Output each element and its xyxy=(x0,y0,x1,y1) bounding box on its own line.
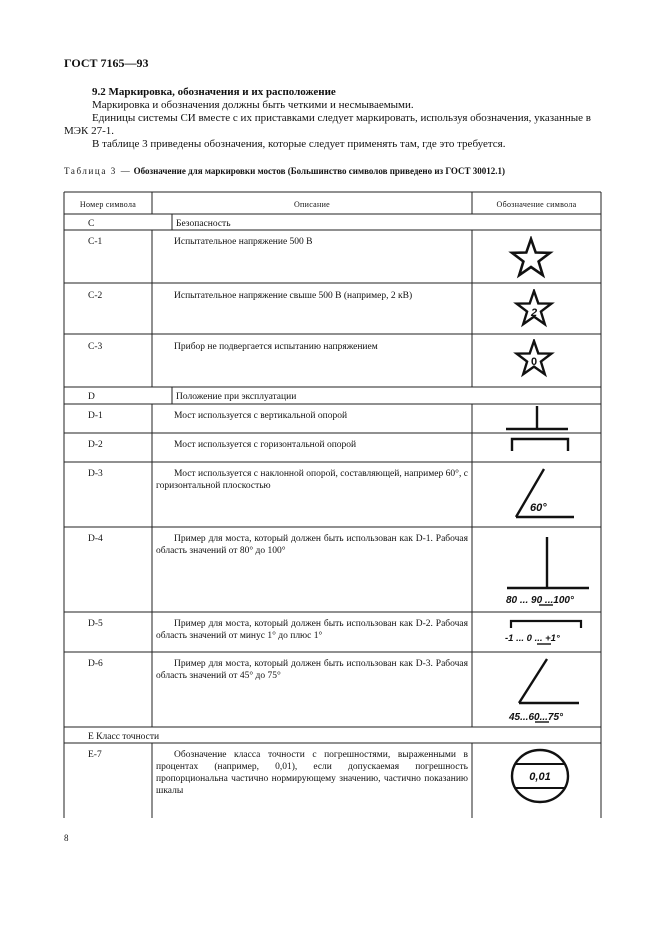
row-d-description: Положение при эксплуатации xyxy=(176,392,297,402)
row-c1-description: Испытательное напряжение 500 В xyxy=(174,237,313,247)
paragraph-1: Маркировка и обозначения должны быть четкими и несмываемыми. xyxy=(92,99,414,111)
inclined-support-icon xyxy=(508,465,580,523)
inclined-support-label: 60° xyxy=(530,502,547,514)
row-d5-number: D-5 xyxy=(88,619,103,629)
row-d2-description: Мост используется с горизонтальной опорой xyxy=(174,440,357,450)
table-caption-label: Таблица 3 — xyxy=(64,166,132,176)
row-c1-number: С-1 xyxy=(88,237,103,247)
horizontal-range-label: -1 ... 0 ... +1° xyxy=(505,633,560,644)
row-e-number: Е Класс точности xyxy=(88,732,160,742)
row-d6-description: Пример для моста, который должен быть использован как D-3. Рабочая область значений от 45° до 75° xyxy=(156,659,468,681)
row-d4-number: D-4 xyxy=(88,534,103,544)
star-icon xyxy=(508,236,554,280)
row-d1-number: D-1 xyxy=(88,411,103,421)
row-e7-description: Обозначение класса точности с погрешностями, выраженными в процентах (например, 0,01), если допускаемая погрешность пропорциональна частично нормирующему значению, частично показанию шкалы xyxy=(156,750,468,796)
row-c-number: С xyxy=(88,219,95,229)
row-c2-number: С-2 xyxy=(88,291,103,301)
inclined-range-label: 45...60...75° xyxy=(509,712,564,723)
page-number: 8 xyxy=(64,833,69,843)
row-c-description: Безопасность xyxy=(176,219,231,229)
row-d2-number: D-2 xyxy=(88,440,103,450)
star-2-icon xyxy=(513,289,555,329)
vertical-support-icon xyxy=(500,404,580,434)
row-d6-number: D-6 xyxy=(88,659,103,669)
row-d1-description: Мост используется с вертикальной опорой xyxy=(174,411,348,421)
row-d4-description: Пример для моста, который должен быть использован как D-1. Рабочая область значений от 80° до 100° xyxy=(156,534,468,556)
row-d-number: D xyxy=(88,392,95,402)
accuracy-class-label: 0,01 xyxy=(529,771,551,783)
star-0-label: 0 xyxy=(530,356,538,368)
column-header-symbol: Обозначение символа xyxy=(496,200,577,209)
section-title: 9.2 Маркировка, обозначения и их расположение xyxy=(92,86,336,98)
row-d3-description: Мост используется с наклонной опорой, составляющей, например 60°, с горизонтальной плоскостью xyxy=(156,469,468,491)
row-c3-number: С-3 xyxy=(88,342,103,352)
paragraph-3: В таблице 3 приведены обозначения, которые следует применять там, где это требуется. xyxy=(92,138,506,150)
document-header: ГОСТ 7165—93 xyxy=(64,56,149,70)
inclined-range-icon xyxy=(505,655,589,725)
column-header-description: Описание xyxy=(293,200,331,209)
accuracy-class-icon xyxy=(509,747,571,805)
column-header-number: Номер символа xyxy=(79,200,137,209)
vertical-range-label: 80 ... 90 ...100° xyxy=(506,595,574,606)
star-2-label: 2 xyxy=(530,307,538,319)
row-d5-description: Пример для моста, который должен быть использован как D-2. Рабочая область значений от минус 1° до плюс 1° xyxy=(156,619,468,641)
horizontal-range-icon xyxy=(503,614,597,650)
row-c2-description: Испытательное напряжение свыше 500 В (например, 2 кВ) xyxy=(174,291,413,301)
star-0-icon xyxy=(513,339,555,381)
horizontal-support-icon xyxy=(500,433,580,461)
row-c3-description: Прибор не подвергается испытанию напряжением xyxy=(174,342,378,352)
paragraph-2: Единицы системы СИ вместе с их приставками следует маркировать, используя обозначения, указанные в МЭК 27-1. xyxy=(64,112,591,137)
row-e7-number: Е-7 xyxy=(88,750,102,760)
table-caption-title: Обозначение для маркировки мостов (Большинство символов приведено из ГОСТ 30012.1) xyxy=(133,166,505,176)
vertical-range-icon xyxy=(505,533,595,609)
row-d3-number: D-3 xyxy=(88,469,103,479)
